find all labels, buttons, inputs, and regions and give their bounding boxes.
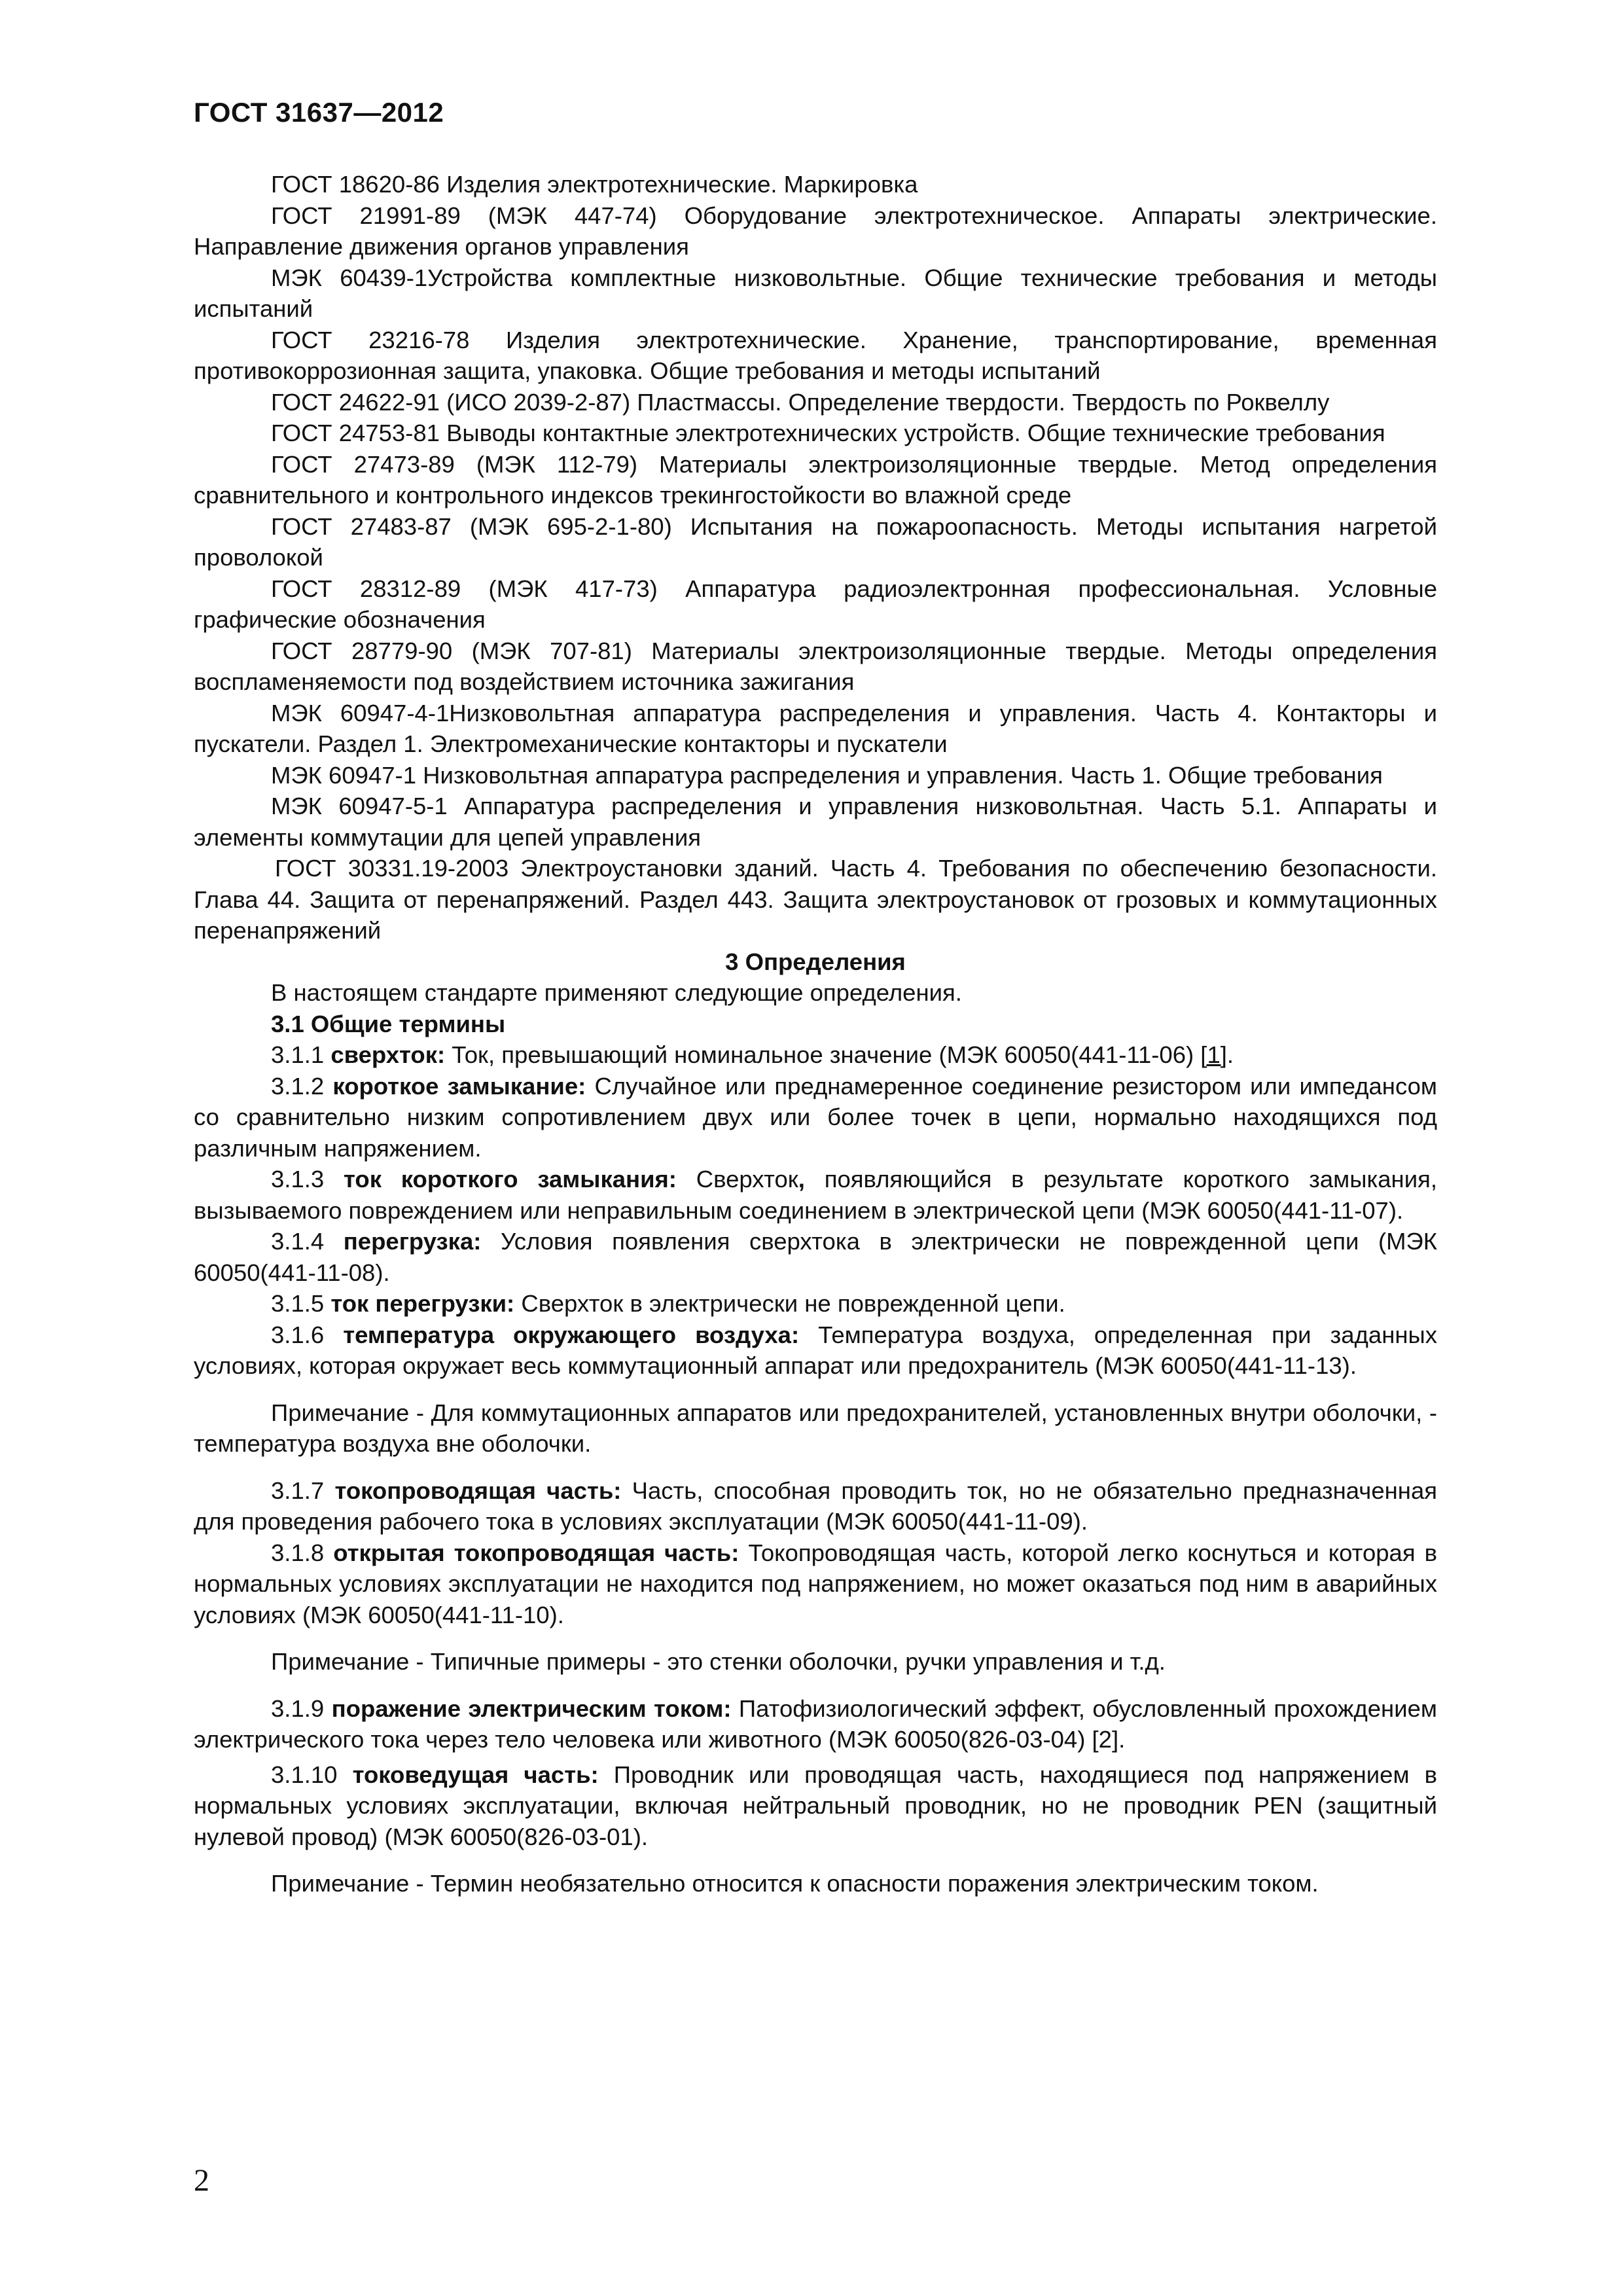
definition-text: Проводник или проводящая часть, находящиеся под напряжением в нормальных условиях эксплуатации, включая нейтральный проводник, но не проводник PEN (защитный нулевой провод) (МЭК 60050(826-03-01).: [194, 1761, 1438, 1850]
definition-text: Сверхток в электрически не поврежденной цепи.: [514, 1290, 1065, 1317]
reference-item: ГОСТ 27483-87 (МЭК 695-2-1-80) Испытания на пожароопасность. Методы испытания нагретой проволокой: [194, 512, 1437, 571]
definition-3-1-8: [194, 1537, 1437, 1631]
reference-item: МЭК 60947-4-1Низковольтная аппаратура распределения и управления. Часть 4. Контакторы и пускатели. Раздел 1. Электромеханические контакторы и пускатели: [194, 699, 1437, 757]
definition-number: 3.1.2: [271, 1072, 333, 1100]
definition-term: короткое замыкание:: [332, 1072, 586, 1100]
definition-text: Условия появления сверхтока в электрически не поврежденной цепи (МЭК 60050(441-11-08).: [194, 1228, 1437, 1286]
reference-item: ГОСТ 18620-86 Изделия электротехнические. Маркировка: [271, 171, 918, 198]
definition-term: поражение электрическим током:: [331, 1695, 732, 1722]
reference-item: ГОСТ 28779-90 (МЭК 707-81) Материалы электроизоляционные твердые. Методы определения воспламеняемости под воздействием источника зажигания: [194, 637, 1437, 695]
definition-3-1-7: [194, 1475, 1437, 1537]
definition-text: Токопроводящая часть, которой легко коснуться и которая в нормальных условиях эксплуатации не находится под напряжением, но может оказаться под ним в аварийных условиях (МЭК 60050(441-11-10).: [194, 1539, 1438, 1628]
document-body: [194, 169, 1437, 1915]
reference-link[interactable]: [1]: [1200, 1041, 1227, 1068]
reference-item: МЭК 60947-1 Низковольтная аппаратура распределения и управления. Часть 1. Общие требования: [271, 761, 1383, 789]
definition-text: Сверхток: [676, 1166, 798, 1193]
definition-term: токоведущая часть:: [352, 1761, 599, 1788]
definition-number: 3.1.3: [271, 1166, 344, 1193]
definition-3-1-4: [194, 1226, 1437, 1288]
reference-item: МЭК 60439-1Устройства комплектные низковольтные. Общие технические требования и методы испытаний: [194, 264, 1437, 322]
reference-item: МЭК 60947-5-1 Аппаратура распределения и управления низковольтная. Часть 5.1. Аппараты и элементы коммутации для цепей управления: [194, 793, 1437, 851]
definition-term: ток перегрузки:: [330, 1290, 515, 1317]
section-heading: 3 Определения: [725, 948, 906, 975]
definition-3-1-9: [194, 1693, 1437, 1755]
definition-3-1-10: [194, 1759, 1437, 1853]
definition-number: 3.1.4: [271, 1228, 344, 1255]
section-intro: В настоящем стандарте применяют следующие определения.: [271, 979, 962, 1006]
note: Примечание - Термин необязательно относится к опасности поражения электрическим током.: [271, 1870, 1319, 1897]
definition-3-1-2: [194, 1071, 1437, 1164]
subsection-heading: 3.1 Общие термины: [271, 1010, 506, 1037]
definition-end: .: [1226, 1041, 1234, 1068]
page-number: 2: [194, 2163, 209, 2198]
definition-term: токопроводящая часть:: [334, 1477, 622, 1504]
definition-3-1-6: [194, 1319, 1437, 1382]
definition-number: 3.1.10: [271, 1761, 353, 1788]
document-header: ГОСТ 31637—2012: [194, 97, 444, 128]
definition-term: открытая токопроводящая часть:: [333, 1539, 740, 1566]
definition-3-1-3: [194, 1164, 1437, 1226]
definition-number: 3.1.1: [271, 1041, 331, 1068]
definition-comma: ,: [798, 1166, 805, 1193]
definition-text: Случайное или преднамеренное соединение резистором или импедансом со сравнительно низким сопротивлением двух или более точек в цепи, нормально находящихся под различным напряжением.: [194, 1072, 1438, 1162]
definition-term: ток короткого замыкания:: [344, 1166, 677, 1193]
definition-number: 3.1.6: [271, 1321, 344, 1348]
definition-text: Патофизиологический эффект, обусловленный прохождением электрического тока через тело человека или животного (МЭК 60050(826-03-04) [2].: [194, 1695, 1437, 1753]
definition-text: появляющийся в результате короткого замыкания, вызываемого повреждением или неправильным соединением в электрической цепи (МЭК 60050(441-11-07).: [194, 1166, 1437, 1224]
definition-term: температура окружающего воздуха:: [343, 1321, 800, 1348]
definition-number: 3.1.7: [271, 1477, 335, 1504]
reference-item: ГОСТ 30331.19-2003 Электроустановки зданий. Часть 4. Требования по обеспечению безопасности. Глава 44. Защита от перенапряжений. Раздел 443. Защита электроустановок от грозовых и коммутационных перенапряжений: [194, 855, 1437, 944]
reference-item: ГОСТ 24753-81 Выводы контактные электротехнических устройств. Общие технические требования: [271, 420, 1385, 446]
definition-text: Часть, способная проводить ток, но не обязательно предназначенная для проведения рабочего тока в условиях эксплуатации (МЭК 60050(441-11-09).: [194, 1477, 1438, 1535]
definition-number: 3.1.8: [271, 1539, 334, 1566]
definition-text: Температура воздуха, определенная при заданных условиях, которая окружает весь коммутационный аппарат или предохранитель (МЭК 60050(441-11-13).: [194, 1321, 1437, 1379]
definition-3-1-1: [194, 1039, 1437, 1071]
definition-number: 3.1.9: [271, 1695, 332, 1722]
reference-item: ГОСТ 21991-89 (МЭК 447-74) Оборудование электротехническое. Аппараты электрические. Направление движения органов управления: [194, 202, 1437, 260]
note: Примечание - Для коммутационных аппаратов или предохранителей, установленных внутри оболочки, - температура воздуха вне оболочки.: [194, 1399, 1437, 1457]
reference-item: ГОСТ 27473-89 (МЭК 112-79) Материалы электроизоляционные твердые. Метод определения сравнительного и контрольного индексов трекингостойкости во влажной среде: [194, 450, 1437, 509]
reference-item: ГОСТ 23216-78 Изделия электротехнические. Хранение, транспортирование, временная противокоррозионная защита, упаковка. Общие требования и методы испытаний: [194, 326, 1437, 384]
note: Примечание - Типичные примеры - это стенки оболочки, ручки управления и т.д.: [271, 1648, 1166, 1675]
reference-item: ГОСТ 28312-89 (МЭК 417-73) Аппаратура радиоэлектронная профессиональная. Условные графические обозначения: [194, 575, 1437, 633]
definition-text: Ток, превышающий номинальное значение (МЭК 60050(441-11-06): [445, 1041, 1201, 1068]
reference-item: ГОСТ 24622-91 (ИСО 2039-2-87) Пластмассы. Определение твердости. Твердость по Роквеллу: [271, 388, 1330, 416]
definition-3-1-5: [194, 1288, 1437, 1319]
definition-number: 3.1.5: [271, 1290, 331, 1317]
definition-term: сверхток:: [330, 1041, 446, 1068]
definition-term: перегрузка:: [343, 1228, 482, 1255]
